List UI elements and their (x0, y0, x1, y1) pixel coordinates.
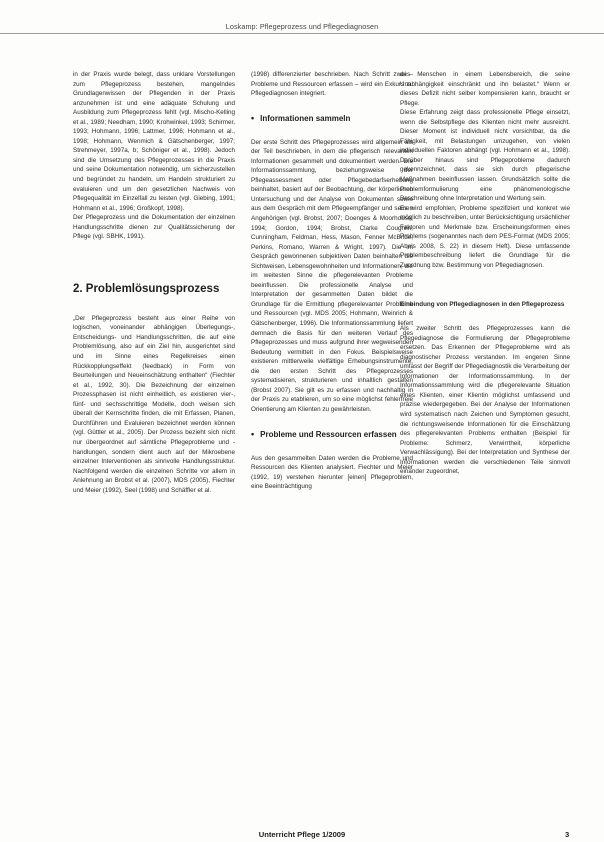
subheading-label: Informationen sammeln (260, 113, 351, 123)
paragraph: Der erste Schritt des Pflegeprozesses wird allgemein als der Teil beschrieben, in dem die pflegerisch relevanten Informationen gesammelt und dokumentiert werden. Die Informationssammlung, beziehungsweise der Pflegeassessment oder Pflegebedarfserhebung beinhaltet, basiert auf der Beobachtung, der körperlichen Untersuchung und der Analyse von Dokumenten sowie aus dem Gespräch mit dem Pflegeempfänger und seinen Angehörigen (vgl. Brobst, 2007; Doenges & Moorhouse, 1994; Gordon, 1994; Brobst, Clarke Coughlin, Cunningham, Feldman, Hess, Mason, Fenner McBride, Perkins, Romano, Warren & Wright, 1997). Die im Gespräch gewonnenen subjektiven Daten beinhalten die Sichtweisen, Lebensgewohnheiten und Informationen, die im weitesten Sinne die pflegerelevanten Probleme beeinflussen. Die professionelle Analyse und Interpretation der gesammelten Daten bildet die Grundlage für die Ermittlung pflegerelevanter Probleme und Ressourcen (vgl. MDS 2005; Hohmann, Weinrich & Gätschenberger, 1996). Die Informationssammlung liefert demnach die Basis für den weiteren Verlauf des Pflegeprozesses und muss aufgrund ihrer wegweisenden Bedeutung vermittelt in den Fokus. Beispielsweise existieren mittlerweile vielfältige Erhebungsinstrumente, die den ersten Schritt des Pflegeprozesses systematisieren, strukturieren und inhaltlich gestalten (Brobst 2007). Sie gilt es zu erfassen und nachhaltig in der Praxis zu etablieren, um so eine möglichst fehlerfreie Orientierung am Klienten zu gewährleisten. (251, 138, 413, 413)
paragraph: in der Praxis wurde belegt, dass unklare Vorstellungen zum Pflegeprozess bestehen, mangelndes Grundlagenwissen der Pflegenden in der Praxis anzunehmen ist und eine adäquate Schulung und Ausbildung zum Pflegeprozess fehlt (vgl. Mischo-Kelling et al., 1989; Needham, 1990; Krohwinkel, 1993; Schirmer, 1993; Hohmann, 1996; Lattmer, 1996; Hohmann et al., 1998; Hohmann, Wenmich & Gätschenberger, 1997; Strehmeyer, 1997a, b; Schöniger et al., 1998). Jedoch sind die Umsetzung des Pflegeprozesses in die Praxis und seine Dokumentation notwendig, um sicherzustellen und begründet zu handeln, um Handeln strukturiert zu evaluieren und um den gesetzlichen Nachweis von Pflegequalität im Einzelfall zu leisten (vgl. Giebing, 1991; Hohmann et al., 1996; Großkopf, 1998). (73, 71, 235, 212)
header-rule (0, 33, 604, 34)
subheading-label: Probleme und Ressourcen erfassen (260, 429, 397, 439)
paragraph: (1998) differenzierter beschrieben. Nach Schritt zwei – Probleme und Ressourcen erfassen – wird ein Exkurs zu Pflegediagnosen integriert. (251, 71, 413, 98)
column-middle (251, 70, 413, 492)
paragraph: Es wird empfohlen, Probleme spezifiziert und konkret wie möglich zu beschreiben, unter Berücksichtigung ursächlicher Faktoren und Merkmale bzw. Erscheinungsformen eines Problems (sogenanntes nach dem PES-Format (MDS 2005; Abels 2008, S. 22) in diesem Heft). Diese umfassende Problembeschreibung liefert die Grundlage für die Zuordnung bzw. Bestimmung von Pflegediagnosen. (400, 204, 570, 269)
paragraph: Der Pflegeprozess und die Dokumentation der einzelnen Handlungsschritte dienen zur Qualitätssicherung der Pflege (vgl. SBHK, 1991). (73, 214, 235, 241)
bullet-icon: • (251, 112, 255, 123)
paragraph: des Menschen in einem Lebensbereich, die seine Unabhängigkeit einschränkt und ihn belastet.“ Wenn er dieses Defizit nicht selber kompensieren kann, braucht er Pflege. (400, 71, 570, 107)
bullet-icon: • (251, 428, 255, 439)
paragraph: Diese Erfahrung zeigt dass professionelle Pflege einsetzt, wenn die Selbstpflege des Klienten nicht mehr ausreicht. Dieser Moment ist individuell nicht vorsichtbar, da die Fähigkeit, mit Belastungen umzugehen, von vielen individuellen Faktoren abhängt (vgl. Hohmann et al., 1998). Darüber hinaus sind Pflegeprobleme dadurch gekennzeichnet, dass sie sich durch pflegerische Maßnahmen beeinflussen lassen. Grundsätzlich sollte die Problemformulierung eine phänomenologische Beschreibung ohne Interpretation und Wertung sein. (400, 109, 570, 203)
running-header: Loskamp: Pflegeprozess und Pflegediagnosen (225, 22, 379, 31)
paragraph: „Der Pflegeprozess besteht aus einer Reihe von logischen, voneinander abhängigen Überlegungs-, Entscheidungs- und Handlungsschritten, die auf eine Problemlösung, also auf ein Ziel hin, ausgerichtet sind und im Sinne eines Regelkreises einen Rückkopplungseffekt (feedback) in Form von Beurteilungen und Neueinschätzung enthalten“ (Fiechter et al., 1992, 30). Die Bezeichnung der einzelnen Prozessphasen ist nicht einheitlich, es existieren vier-, fünf- und sechsschrittige Modelle, doch weisen sich überall der Kernschritte finden, die mit Erfassen, Planen, Durchführen und Evaluieren bezeichnet werden können (vgl. Güttler et al., 2005). Der Prozess bezieht sich nicht nur übergeordnet auf sämtliche Pflegeprobleme und -handlungen, sondern dient auch auf der Mikroebene einzelner Interventionen als sinnvolle Handlungsstruktur. Nachfolgend werden die einzelnen Schritte vor allem in Anlehnung an Brobst et al. (2007), MDS (2005), Fiechter und Meier (1992), Seel (1998) und Schäffler et al. (73, 314, 235, 494)
page-number: 3 (565, 830, 570, 839)
subheading (251, 113, 413, 124)
paragraph: Aus den gesammelten Daten werden die Probleme und Ressourcen des Klienten analysiert. Fiechter und Meier (1992, 19) verstehen hierunter [einen] Pflegeproblem, eine Beeinträchtigung (251, 454, 413, 491)
paragraph: Als zweiter Schritt des Pflegeprozesses kann die Pflegediagnose die Formulierung der Pflegeprobleme ersetzen. Das Erkennen der Pflegeprobleme wird als diagnostischer Prozess verstanden. Im engeren Sinne umfasst der Begriff der Pflegediagnostik die Verarbeitung der Informationen der Informationssammlung. In der Informationssammlung wird die pflegerelevante Situation eines Klienten, einer Klientin möglichst umfassend und präzise wiedergegeben. Bei der Analyse der Informationen wird systematisch nach Zeichen und Symptomen gesucht, die richtungsweisende Informationen für die Einschätzung des pflegerelevanten Problems enthalten (Beispiel für Probleme: Schmerz, Verwirrtheit, körperliche Verwachlässigung). Bei der Interpretation und Synthese der Informationen werden die verschiedenen Teile sinnvoll einander zugeordnet, (400, 325, 571, 476)
journal-footer: Unterricht Pflege 1/2009 (258, 830, 346, 839)
subsection-title: Einbindung von Pflegediagnosen in den Pflegeprozess (400, 301, 565, 309)
section-title: 2. Problemlösungsprozess (73, 282, 220, 295)
subheading (251, 429, 413, 440)
column-left (73, 70, 235, 495)
column-right (400, 70, 570, 477)
